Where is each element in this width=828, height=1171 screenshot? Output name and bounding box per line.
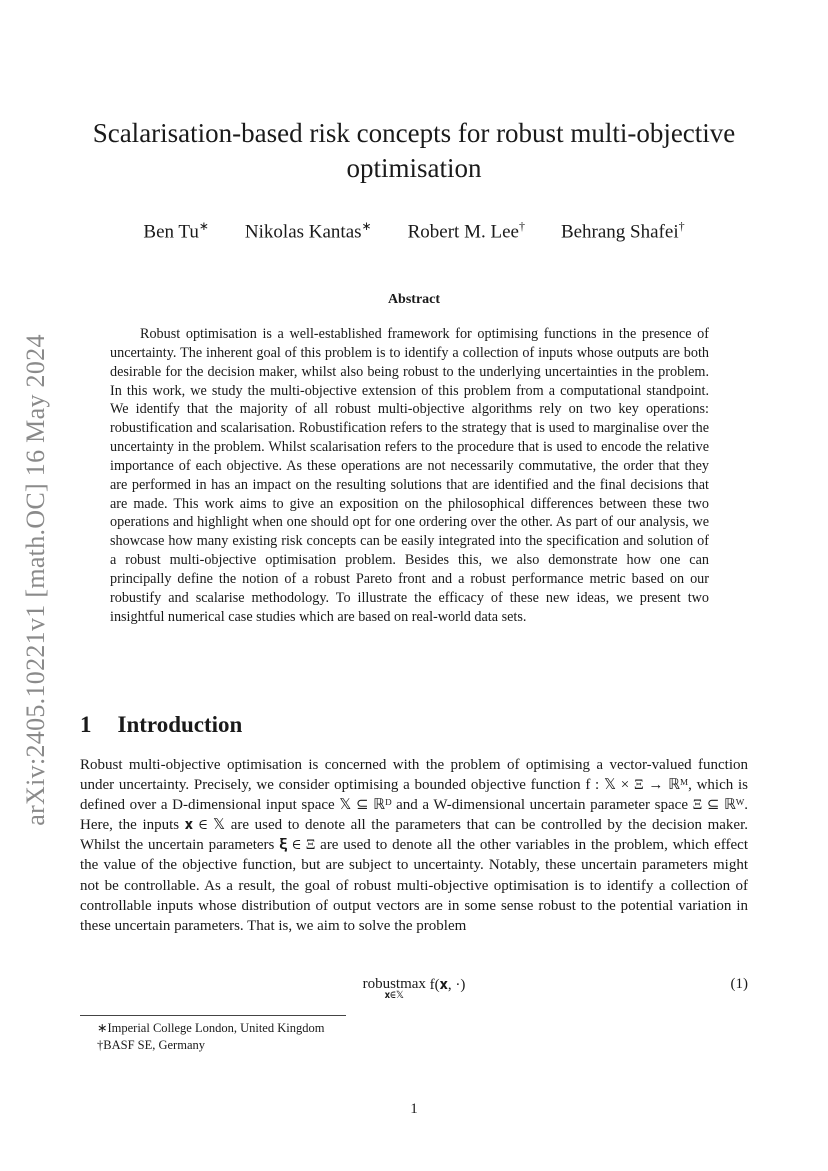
affiliation-mark: ∗ [361,219,372,233]
footnote-2: †BASF SE, Germany [97,1038,205,1052]
section-number: 1 [80,712,92,737]
footnote-1: ∗Imperial College London, United Kingdom [97,1021,325,1035]
author-2: Nikolas Kantas∗ [244,219,372,243]
footnotes [97,1020,324,1054]
equation-subscript: 𝐱∈𝕏 [384,990,404,1001]
section-heading [80,712,242,738]
equation-operator: robustmax 𝐱∈𝕏 [362,976,426,1001]
author-3: Robert M. Lee† [407,219,525,243]
author-1: Ben Tu∗ [143,219,209,243]
footnote-divider [80,1015,346,1016]
affiliation-mark: † [518,219,525,233]
abstract-heading: Abstract [387,292,441,307]
affiliation-mark: † [678,219,685,233]
section-title: Introduction [117,712,243,737]
author-4: Behrang Shafei† [560,219,685,243]
author-list [80,219,748,243]
equation-expression [80,976,748,1001]
affiliation-mark: ∗ [198,219,209,233]
intro-paragraph: Robust multi-objective optimisation is concerned with the problem of optimising a vector-valued function under uncertainty. Precisely, we consider optimising a bounded objective function f : 𝕏 × Ξ → ℝᴹ, which is defined over a D-dimensional input space 𝕏 ⊆ ℝᴰ and a W-dimensional uncertain parameter space Ξ ⊆ ℝᵂ. Here, the inputs 𝐱 ∈ 𝕏 are used to denote all the parameters that can be controlled by the decision maker. Whilst the uncertain parameters 𝛏 ∈ Ξ are used to denote all the other variables in the problem, which effect the value of the objective function, but are subject to uncertainty. Notably, these uncertain parameters might not be controllable. As a result, the goal of robust multi-objective optimisation is to identify a collection of controllable inputs whose distribution of output vectors are in some sense robust to the potential variation in these uncertain parameters. That is, we aim to solve the problem [80,757,748,934]
paper-title: Scalarisation-based risk concepts for robust multi-objective optimisation [92,118,736,183]
equation-number: (1) [730,976,748,992]
equation-1 [80,976,748,1006]
page-number: 1 [410,1101,418,1117]
abstract-text: Robust optimisation is a well-established framework for optimising functions in the presence of uncertainty. The inherent goal of this problem is to identify a collection of inputs whose outputs are both desirable for the decision maker, whilst also being robust to the underlying uncertainties in the problem. In this work, we study the multi-objective extension of this problem from a computational standpoint. We identify that the majority of all robust multi-objective algorithms rely on two key operations: robustification and scalarisation. Robustification refers to the strategy that is used to marginalise over the uncertainty in the problem. Whilst scalarisation refers to the procedure that is used to encode the relative importance of each objective. As these operations are not necessarily commutative, the order that they are performed in has an impact on the resulting solutions that are identified and the final decisions that are made. This work aims to give an exposition on the philosophical differences between these two operations and highlight when one should opt for one ordering over the other. As part of our analysis, we showcase how many existing risk concepts can be easily integrated into the specification and solution of a robust multi-objective optimisation problem. Besides this, we also demonstrate how one can principally define the notion of a robust Pareto front and a robust performance metric based on our robustify and scalarise methodology. To illustrate the efficacy of these new ideas, we present two insightful numerical case studies which are based on real-world data sets. [110,326,709,625]
arxiv-stamp: arXiv:2405.10221v1 [math.OC] 16 May 2024 [21,334,50,826]
equation-argument: f(𝐱, ·) [429,977,466,993]
